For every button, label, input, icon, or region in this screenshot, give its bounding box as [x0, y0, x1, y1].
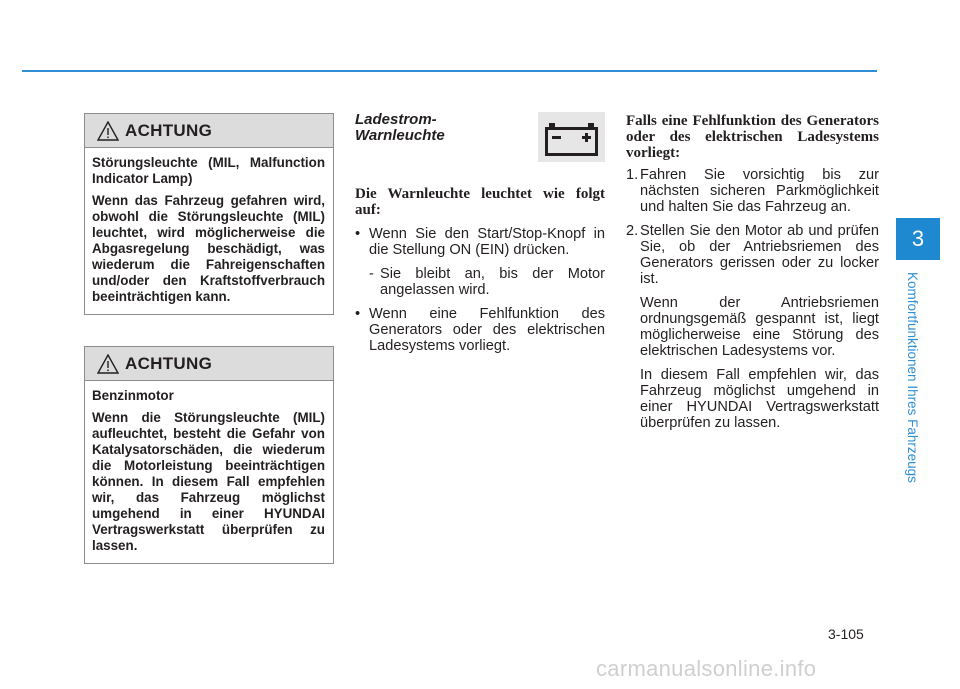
warning-subtitle: Benzinmotor — [92, 388, 174, 403]
malfunction-lead: Falls eine Fehlfunktion des Generators oder des elektrischen Ladesystems vorliegt: — [626, 113, 879, 161]
section-title-row — [355, 112, 605, 168]
section-lead: Die Warnleuchte leuchtet wie folgt auf: — [355, 186, 605, 218]
top-rule — [22, 70, 877, 72]
charging-warning-section — [355, 112, 605, 362]
list-subitem — [355, 266, 605, 298]
watermark: carmanualsonline.info — [596, 656, 817, 681]
section-title-line1: Ladestrom- — [355, 111, 437, 128]
warning-header-label: ACHTUNG — [125, 353, 213, 373]
chapter-tab-label-text: Komfortfunktionen Ihres Fahrzeugs — [905, 272, 920, 483]
battery-icon — [538, 112, 605, 162]
section-title — [355, 112, 475, 144]
warning-box-mil — [84, 113, 334, 315]
warning-header — [85, 347, 333, 381]
paragraph: In diesem Fall empfehlen wir, das Fahrzeug möglichst umgehend in einer HYUNDAI Vertragswerkstatt überprüfen zu lassen. — [640, 367, 879, 431]
list-subitem-text: Sie bleibt an, bis der Motor angelassen wird. — [380, 266, 605, 298]
numbered-item — [626, 167, 879, 215]
warning-body — [85, 381, 333, 563]
numbered-item — [626, 223, 879, 287]
item-text: Fahren Sie vorsichtig bis zur nächsten sicheren Parkmöglichkeit und halten Sie das Fahrzeug an. — [640, 167, 879, 215]
chapter-tab-label — [905, 272, 929, 492]
warning-body — [85, 148, 333, 314]
paragraph: Wenn der Antriebsriemen ordnungsgemäß gespannt ist, liegt möglicherweise eine Störung des elektrischen Ladesystems vor. — [640, 295, 879, 359]
list-item: • Wenn Sie den Start/Stop-Knopf in die Stellung ON (EIN) drücken. — [355, 226, 605, 258]
item-number: 2. — [626, 223, 639, 239]
warning-box-petrol — [84, 346, 334, 564]
warning-subtitle: Störungsleuchte (MIL, Malfunction Indicator Lamp) — [92, 155, 325, 186]
warning-text: Wenn das Fahrzeug gefahren wird, obwohl die Störungsleuchte (MIL) leuchtet, wird möglicherweise die Abgasregelung beschädigt, was wiederum die Fahreigenschaften und/oder den Kraftstoffverbrauch beeinträchtigen kann. — [92, 193, 325, 304]
list-item: • Wenn eine Fehlfunktion des Generators oder des elektrischen Ladesystems vorliegt. — [355, 306, 605, 354]
malfunction-section — [626, 113, 879, 439]
warning-header-label: ACHTUNG — [125, 120, 213, 140]
item-text: Stellen Sie den Motor ab und prüfen Sie, ob der Antriebsriemen des Generators gerissen oder zu locker ist. — [640, 223, 879, 287]
chapter-tab-number: 3 — [896, 218, 940, 260]
warning-header — [85, 114, 333, 148]
dash-marker: - — [369, 266, 374, 282]
warning-text: Wenn die Störungsleuchte (MIL) aufleuchtet, besteht die Gefahr von Katalysatorschäden, die wiederum die Motorleistung beeinträchtigen können. In diesem Fall empfehlen wir, das Fahrzeug möglichst umgehend in einer HYUNDAI Vertragswerkstatt überprüfen zu lassen. — [92, 410, 325, 553]
warning-triangle-icon — [97, 121, 119, 141]
page-number: 3-105 — [828, 626, 864, 642]
item-number: 1. — [626, 167, 639, 183]
warning-triangle-icon — [97, 354, 119, 374]
section-title-line2: Warnleuchte — [355, 127, 445, 144]
